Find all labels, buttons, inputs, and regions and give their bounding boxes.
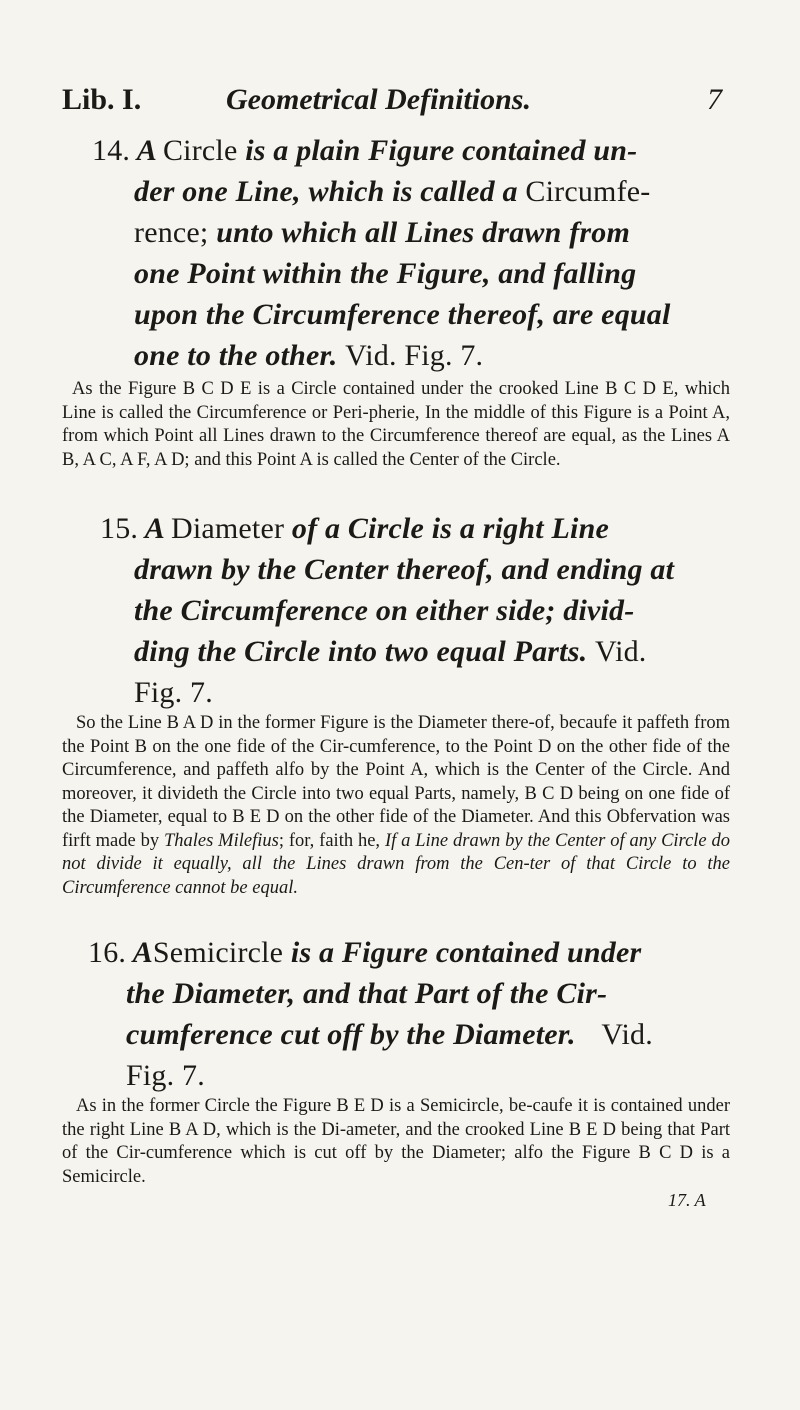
catchword: 17. A: [668, 1190, 706, 1210]
book-page: Lib. I. Geometrical Definitions. 7 14. A Circle is a plain Figure contained un- der one Line, which is called a Circumfe- rence; unto which all Lines drawn from one Point within the Figure, and falling upon the Circumference thereof, are equal one to the other. Vid. Fig. 7. As the Figure B C D E is a Circle contained under the crooked Line B C D E, which Line is called the Circumference or Peri-pherie, In the middle of this Figure is a Point A, from which Point all Lines drawn to the Circumference thereof are equal, as the Lines A B, A C, A F, A D; and this Point A is called the Center of the Circle. 15. A Diameter of a Circle is a right Line drawn by the Center thereof, and ending at the Circumference on either side; divid- ding the Circle into two equal Parts. Vid. Fig. 7. So the Line B A D in the former Figure is the Diameter there-of, becaufe it paffeth from the Point B on the one fide of the Cir-cumference, to the Point D on the other fide of the Circumference, and paffeth alfo by the Point A, which is the Center of the Circle. And moreover, it divideth the Circle into two equal Parts, namely, B C D being on one fide of the Diameter, equal to B E D on the other fide of the Diameter. And this Obfervation was firft made by Thales Milefius; for, faith he, If a Line drawn by the Center of any Circle do not divide it equally, all the Lines drawn from the Cen-ter of that Circle to the Circumference cannot be equal. 16. ASemicircle is a Figure contained under the Diameter, and that Part of the Cir- cumference cut off by the Diameter. Vid. Fig. 7. As in the former Circle the Figure B E D is a Semicircle, be-caufe it is contained under the right Line B A D, which is the Di-ameter, and the crooked Line B E D being that Part of the Cir-cumference which is cut off by the Diameter; alfo the Figure B C D is a Semicircle. 17. A: [62, 83, 731, 1210]
explanation-15: So the Line B A D in the former Figure is the Diameter there-of, becaufe it paffeth from the Point B on the one fide of the Cir-cumference, to the Point D on the other fide of the Circumference, and paffeth alfo by the Point A, which is the Center of the Circle. And moreover, it divideth the Circle into two equal Parts, namely, B C D being on one fide of the Diameter, equal to B E D on the other fide of the Diameter. And this Obfervation was firft made by Thales Milefius; for, faith he, If a Line drawn by the Center of any Circle do not divide it equally, all the Lines drawn from the Cen-ter of that Circle to the Circumference cannot be equal.: [62, 713, 731, 898]
definition-number: 16.: [88, 936, 127, 969]
term: Circle: [162, 134, 238, 167]
explanation-16: As in the former Circle the Figure B E D is a Semicircle, be-caufe it is contained under the right Line B A D, which is the Di-ameter, and the crooked Line B E D being that Part of the Cir-cumference which is cut off by the Diameter; alfo the Figure B C D is a Semicircle.: [62, 1096, 730, 1187]
explanation-14: As the Figure B C D E is a Circle contained under the crooked Line B C D E, which Line is called the Circumference or Peri-pherie, In the middle of this Figure is a Point A, from which Point all Lines drawn to the Circumference thereof are equal, as the Lines A B, A C, A F, A D; and this Point A is called the Center of the Circle.: [62, 379, 730, 470]
running-header: [62, 83, 722, 123]
figure-reference: Vid.: [601, 1018, 653, 1051]
figure-reference: Fig. 7.: [126, 1059, 205, 1092]
definition-number: 14.: [92, 134, 131, 167]
figure-reference: Vid. Fig. 7.: [345, 339, 484, 372]
term: Semicircle: [152, 936, 284, 969]
term: Diameter: [170, 512, 285, 545]
page-number: 7: [707, 83, 722, 116]
running-title: Geometrical Definitions.: [226, 83, 531, 116]
figure-reference: Fig. 7.: [134, 676, 213, 709]
quotation: If a Line drawn by the Center of any Circle do not divide it equally, all the Lines drawn from the Cen-ter of that Circle to the Circumference cannot be equal.: [62, 830, 731, 898]
book-number: Lib. I.: [62, 83, 142, 116]
cited-author: Thales Milefius: [163, 830, 279, 851]
definition-number: 15.: [100, 512, 139, 545]
figure-reference: Vid.: [595, 635, 647, 668]
